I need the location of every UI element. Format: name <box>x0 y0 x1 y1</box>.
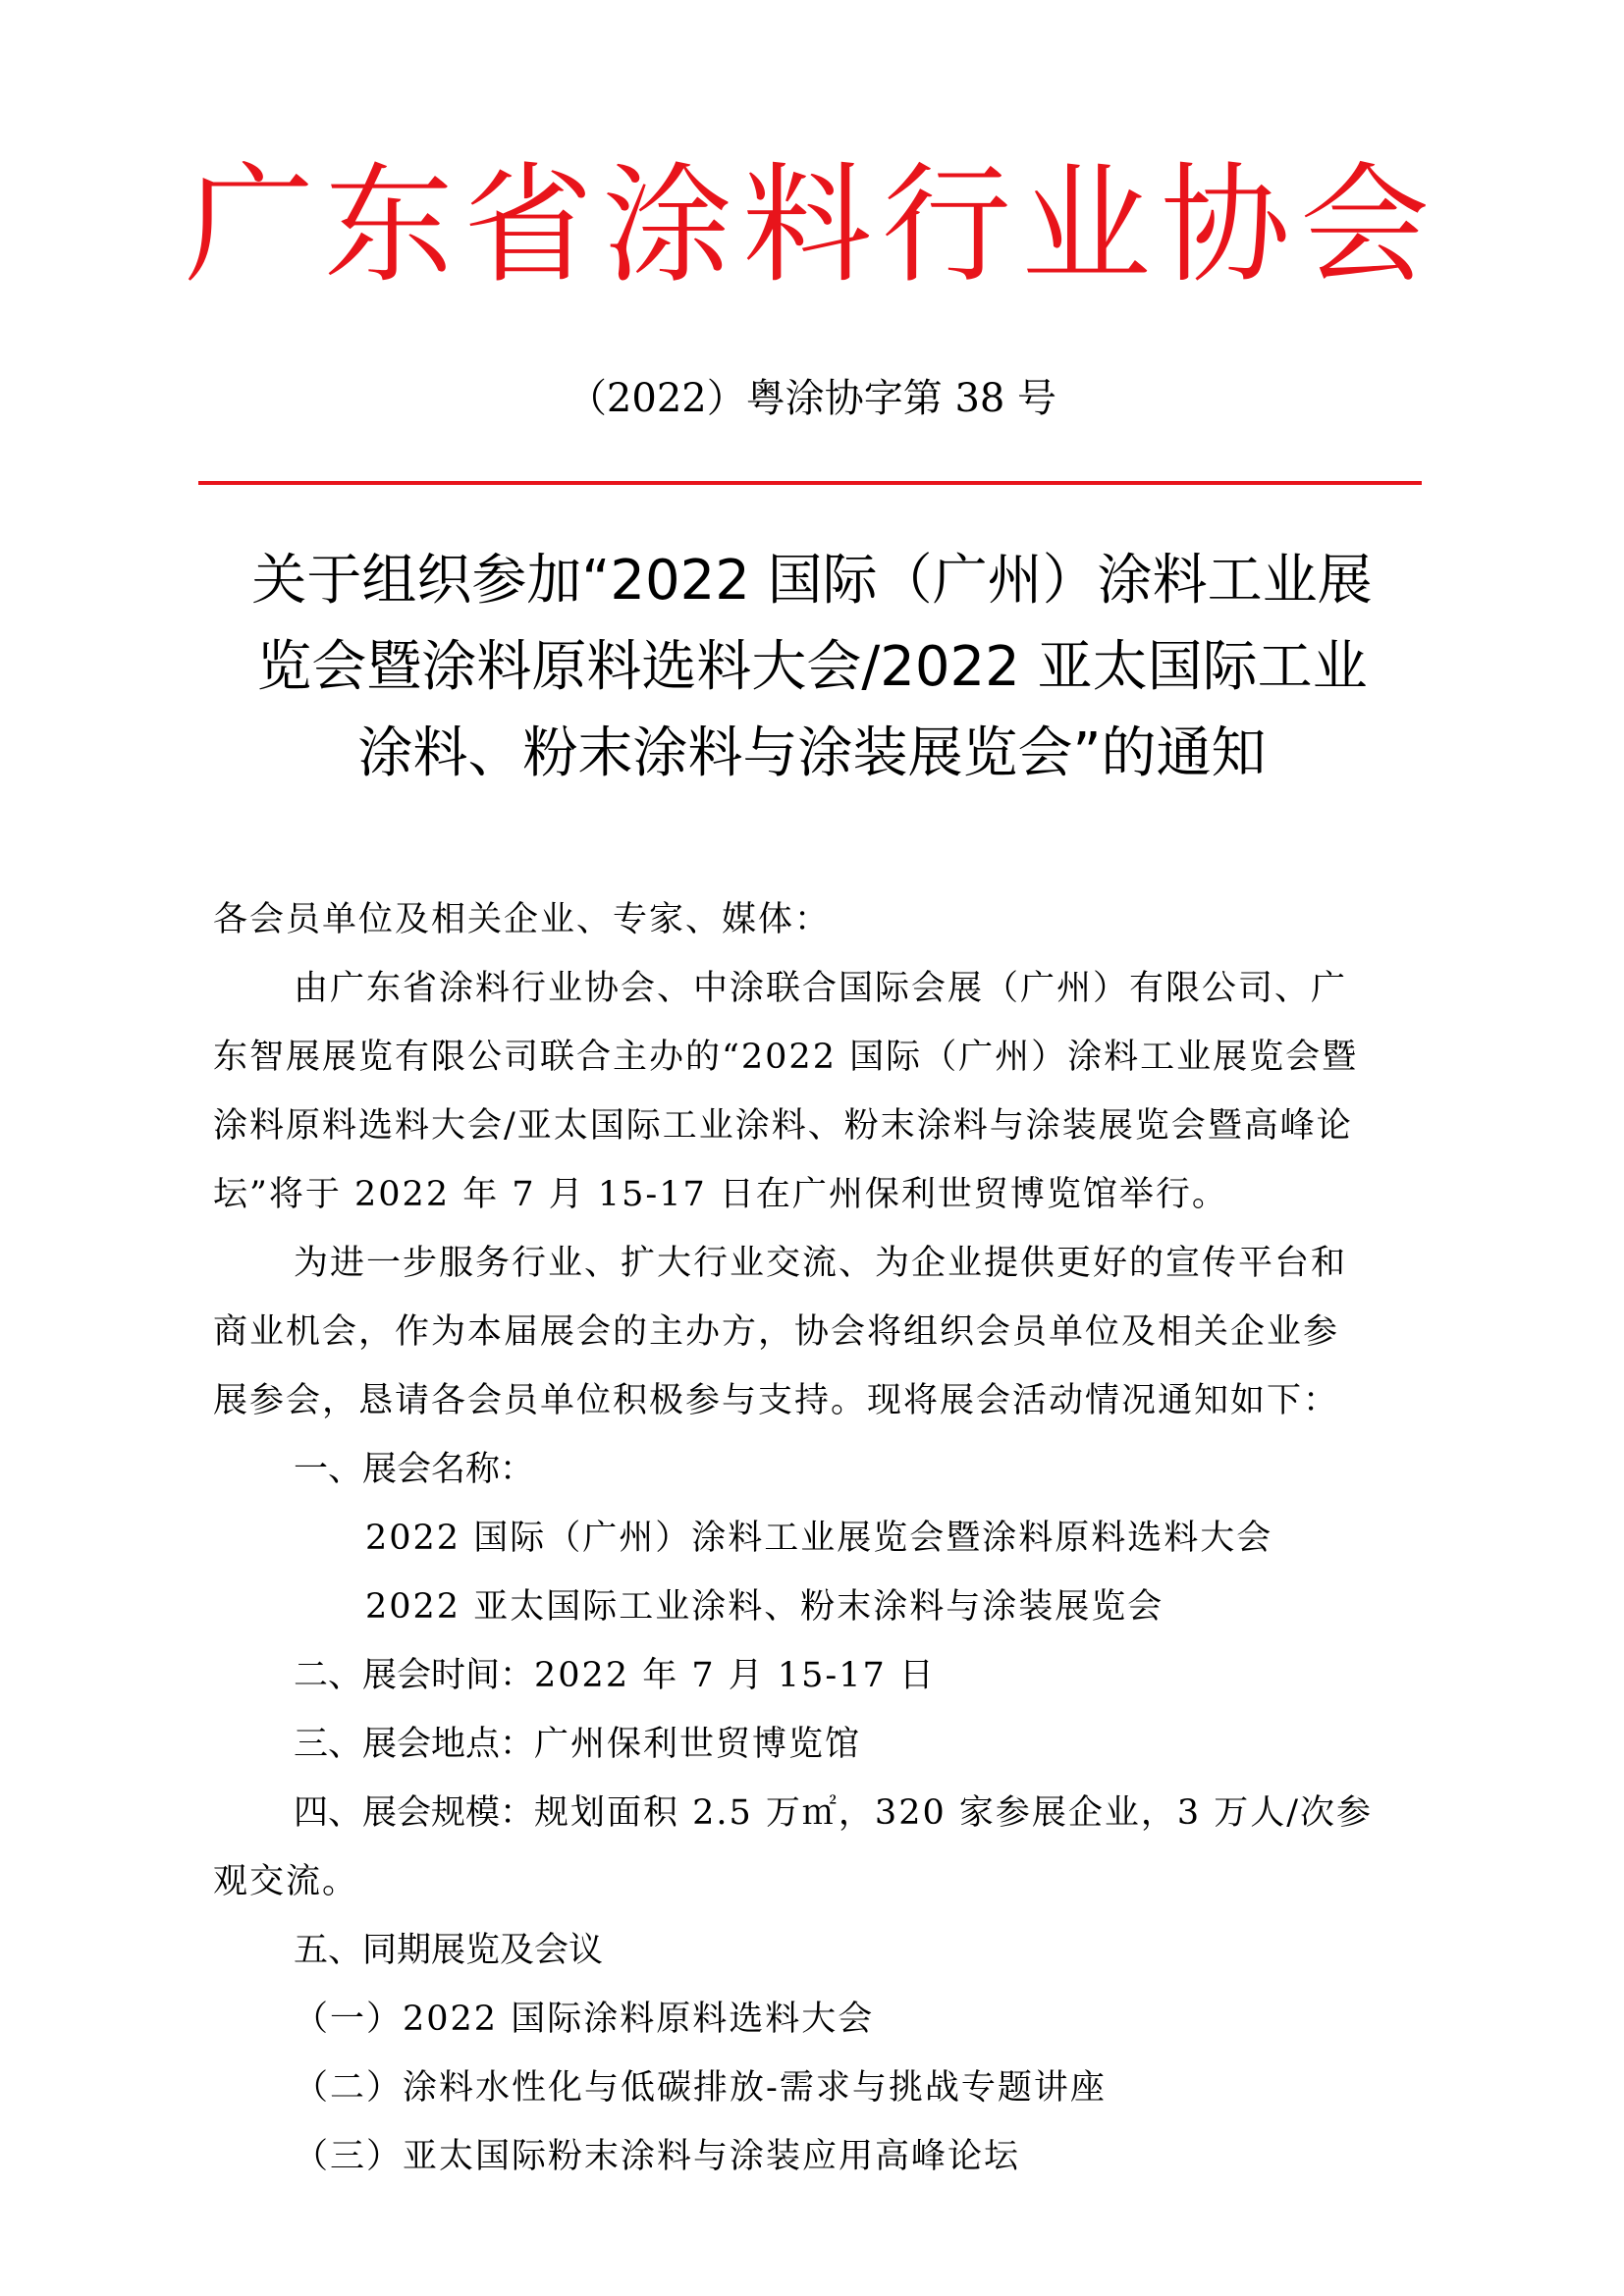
exhibition-name-2: 2022 亚太国际工业涂料、粉末涂料与涂装展览会 <box>365 1587 1164 1627</box>
paragraph-line: 展参会，恳请各会员单位积极参与支持。现将展会活动情况通知如下： <box>213 1381 1340 1420</box>
section-2-row <box>294 1641 936 1710</box>
title-line: 涂料、粉末涂料与涂装展览会”的通知 <box>357 721 1267 785</box>
section-heading: 五、同期展览及会议 <box>294 1931 604 1970</box>
concurrent-event-2: （二）涂料水性化与低碳排放-需求与挑战专题讲座 <box>294 2068 1107 2108</box>
paragraph-line: 为进一步服务行业、扩大行业交流、为企业提供更好的宣传平台和 <box>294 1244 1348 1283</box>
paragraph-line: 由广东省涂料行业协会、中涂联合国际会展（广州）有限公司、广 <box>294 969 1348 1008</box>
document-number: （2022）粤涂协字第 38 号 <box>567 376 1057 421</box>
title-line: 关于组织参加“2022 国际（广州）涂料工业展 <box>251 549 1373 613</box>
section-heading: 四、展会规模： <box>294 1793 535 1833</box>
salutation: 各会员单位及相关企业、专家、媒体： <box>213 900 832 939</box>
section-heading: 一、展会名称： <box>294 1450 535 1489</box>
section-heading: 二、展会时间： <box>294 1656 535 1695</box>
notice-body <box>213 885 1421 1435</box>
section-1-heading-row <box>294 1435 534 1504</box>
exhibition-venue: 广州保利世贸博览馆 <box>534 1725 862 1764</box>
section-4-row <box>294 1779 1373 1847</box>
concurrent-event-1: （一）2022 国际涂料原料选料大会 <box>294 2000 875 2039</box>
masthead-title: 广东省涂料行业协会 <box>185 150 1439 301</box>
notice-title <box>196 538 1428 797</box>
red-divider-line <box>198 481 1422 485</box>
paragraph-line: 东智展展览有限公司联合主办的“2022 国际（广州）涂料工业展览会暨 <box>213 1038 1359 1077</box>
exhibition-scale-continuation: 观交流。 <box>213 1862 359 1901</box>
paragraph-line: 涂料原料选料大会/亚太国际工业涂料、粉末涂料与涂装展览会暨高峰论 <box>213 1106 1353 1146</box>
exhibition-name-1: 2022 国际（广州）涂料工业展览会暨涂料原料选料大会 <box>365 1519 1273 1558</box>
paragraph-2 <box>213 1229 1421 1435</box>
section-heading: 三、展会地点： <box>294 1725 535 1764</box>
paragraph-line: 商业机会，作为本届展会的主办方，协会将组织会员单位及相关企业参 <box>213 1312 1340 1352</box>
section-5-row <box>294 1916 603 1985</box>
exhibition-time: 2022 年 7 月 15-17 日 <box>534 1656 936 1695</box>
concurrent-event-3: （三）亚太国际粉末涂料与涂装应用高峰论坛 <box>294 2137 1021 2176</box>
paragraph-1 <box>213 954 1421 1229</box>
title-line: 览会暨涂料原料选料大会/2022 亚太国际工业 <box>256 635 1368 699</box>
section-3-row <box>294 1710 861 1779</box>
exhibition-scale: 规划面积 2.5 万㎡，320 家参展企业，3 万人/次参 <box>534 1793 1374 1833</box>
paragraph-line: 坛”将于 2022 年 7 月 15-17 日在广州保利世贸博览馆举行。 <box>213 1175 1228 1214</box>
